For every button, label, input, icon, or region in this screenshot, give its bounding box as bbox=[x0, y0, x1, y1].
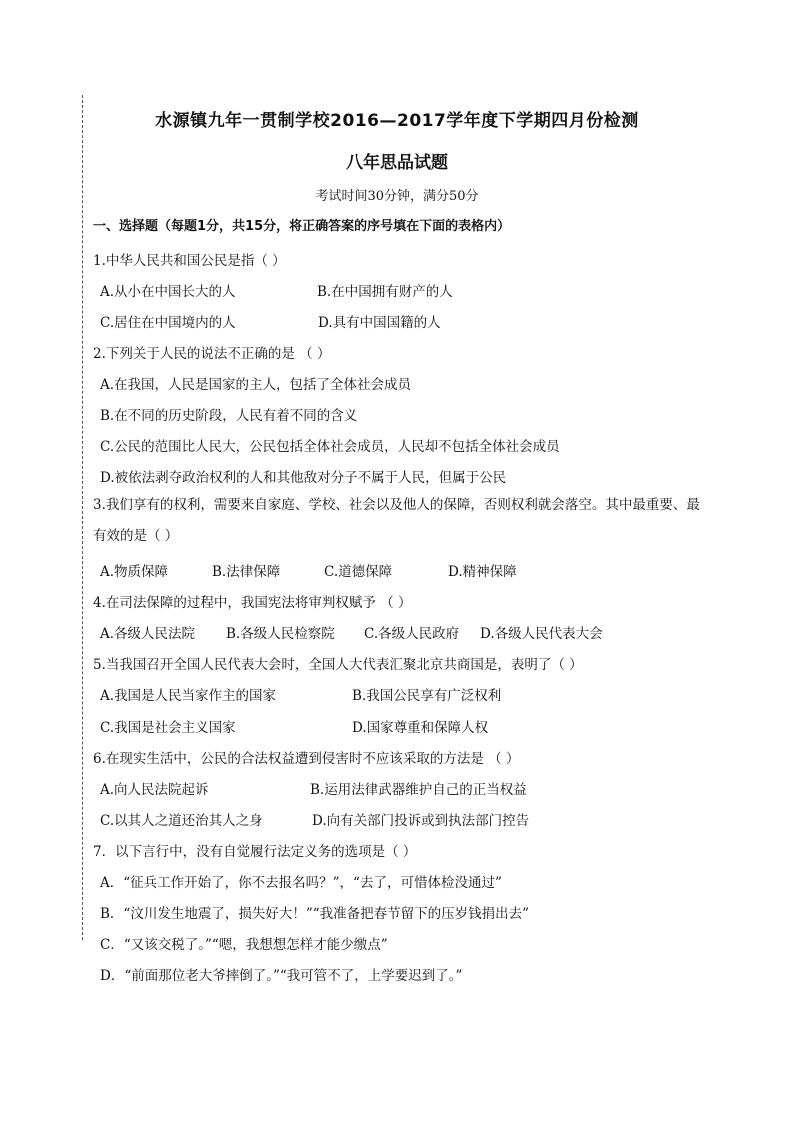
question-3-option-c: C.道德保障 bbox=[324, 564, 393, 580]
question-2-stem: 2.下列关于人民的说法不正确的是 （ ） bbox=[93, 346, 331, 362]
question-7-option-c: C．“又该交税了。”“嗯，我想想怎样才能少缴点” bbox=[100, 937, 388, 953]
question-1-stem: 1.中华人民共和国公民是指（ ） bbox=[93, 253, 286, 269]
question-7-option-a: A．“征兵工作开始了，你不去报名吗？”，“去了，可惜体检没通过” bbox=[100, 875, 502, 891]
question-3-option-a: A.物质保障 bbox=[100, 564, 169, 580]
question-7-stem: 7．以下言行中，没有自觉履行法定义务的选项是（ ） bbox=[93, 844, 417, 860]
question-1-option-b: B.在中国拥有财产的人 bbox=[317, 284, 453, 300]
question-5-option-a: A.我国是人民当家作主的国家 bbox=[100, 688, 277, 704]
exam-info: 考试时间30分钟，满分50分 bbox=[315, 189, 479, 204]
question-1-option-a: A.从小在中国长大的人 bbox=[100, 284, 236, 300]
exam-title: 水源镇九年一贯制学校2016—2017学年度下学期四月份检测 bbox=[155, 111, 639, 131]
question-2-option-b: B.在不同的历史阶段，人民有着不同的含义 bbox=[100, 408, 358, 424]
question-4-option-a: A.各级人民法院 bbox=[100, 626, 196, 642]
question-1-option-d: D.具有中国国籍的人 bbox=[318, 315, 441, 331]
question-6-option-c: C.以其人之道还治其人之身 bbox=[100, 813, 263, 829]
binding-dashed-line bbox=[82, 95, 83, 940]
question-2-option-c: C.公民的范围比人民大，公民包括全体社会成员，人民却不包括全体社会成员 bbox=[100, 439, 560, 455]
question-6-option-a: A.向人民法院起诉 bbox=[100, 782, 209, 798]
exam-subtitle: 八年思品试题 bbox=[346, 153, 448, 173]
section-heading: 一、选择题（每题1分，共15分，将正确答案的序号填在下面的表格内） bbox=[93, 219, 511, 234]
question-6-option-b: B.运用法律武器维护自己的正当权益 bbox=[310, 782, 527, 798]
question-5-option-d: D.国家尊重和保障人权 bbox=[352, 720, 489, 736]
question-1-option-c: C.居住在中国境内的人 bbox=[100, 315, 236, 331]
question-5-option-b: B.我国公民享有广泛权利 bbox=[352, 688, 502, 704]
question-7-option-d: D．“前面那位老大爷摔倒了。”“我可管不了，上学要迟到了。” bbox=[100, 968, 463, 984]
question-4-option-d: D.各级人民代表大会 bbox=[480, 626, 603, 642]
question-2-option-a: A.在我国，人民是国家的主人，包括了全体社会成员 bbox=[100, 377, 412, 393]
question-4-option-c: C.各级人民政府 bbox=[364, 626, 460, 642]
question-3-option-b: B.法律保障 bbox=[212, 564, 281, 580]
question-6-stem: 6.在现实生活中，公民的合法权益遭到侵害时不应该采取的方法是 （ ） bbox=[93, 751, 520, 767]
question-7-option-b: B．“汶川发生地震了，损失好大！”“我准备把春节留下的压岁钱捐出去” bbox=[100, 906, 530, 922]
question-3-option-d: D.精神保障 bbox=[448, 564, 517, 580]
question-5-stem: 5.当我国召开全国人民代表大会时，全国人大代表汇聚北京共商国是，表明了（ ） bbox=[93, 657, 583, 673]
question-4-stem: 4.在司法保障的过程中，我国宪法将审判权赋予 （ ） bbox=[93, 595, 412, 611]
question-2-option-d: D.被依法剥夺政治权利的人和其他敌对分子不属于人民，但属于公民 bbox=[100, 470, 507, 486]
question-3-stem: 3.我们享有的权利，需要来自家庭、学校、社会以及他人的保障，否则权利就会落空。其中最重要、最有效的是（ ） bbox=[93, 497, 700, 544]
question-4-option-b: B.各级人民检察院 bbox=[226, 626, 335, 642]
question-6-option-d: D.向有关部门投诉或到执法部门控告 bbox=[312, 813, 530, 829]
question-5-option-c: C.我国是社会主义国家 bbox=[100, 720, 236, 736]
